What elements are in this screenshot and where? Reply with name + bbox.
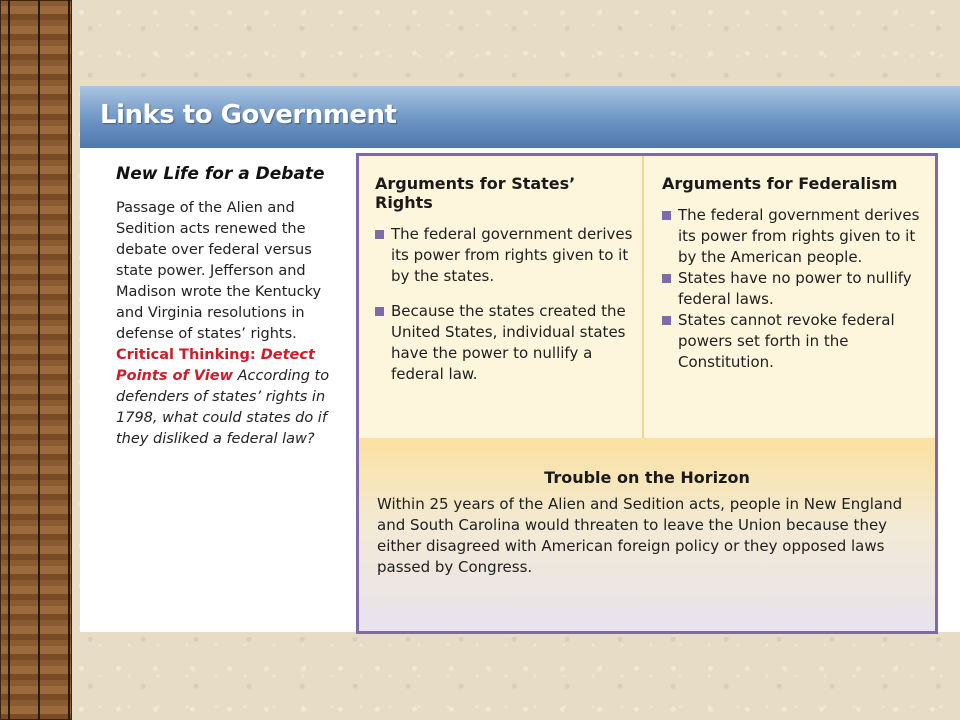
square-bullet-icon xyxy=(662,211,671,220)
skill-name: Detect Points of View xyxy=(116,347,315,384)
states-rights-heading: Arguments for States’ Rights xyxy=(375,174,576,212)
federalism-column xyxy=(642,156,935,438)
square-bullet-icon xyxy=(662,274,671,283)
square-bullet-icon xyxy=(662,316,671,325)
list-item xyxy=(662,205,927,268)
list-item xyxy=(375,301,634,385)
states-rights-column xyxy=(359,156,642,438)
strip-rail xyxy=(68,0,70,720)
trouble-heading: Trouble on the Horizon xyxy=(544,468,750,487)
strip-rail xyxy=(38,0,40,720)
banner-title: Links to Government xyxy=(100,100,397,130)
list-item-text: Because the states created the United States, individual states have the power to nullify a federal law. xyxy=(391,302,626,383)
list-item xyxy=(662,310,927,373)
sidebar-feature xyxy=(116,164,346,450)
section-banner xyxy=(80,86,960,148)
federalism-heading: Arguments for Federalism xyxy=(662,174,898,193)
list-item-text: States have no power to nullify federal laws. xyxy=(678,269,912,308)
sidebar-question: According to defenders of states’ rights in 1798, what could states do if they disliked a federal law? xyxy=(116,368,330,447)
sidebar-text xyxy=(116,198,346,450)
sidebar-body: Passage of the Alien and Sedition acts renewed the debate over federal versus state power. Jefferson and Madison wrote the Kentucky and Virginia resolutions in defense of states’ rights. xyxy=(116,200,322,342)
decorative-wood-strip xyxy=(0,0,72,720)
list-item-text: The federal government derives its power from rights given to it by the American people. xyxy=(678,206,920,266)
textbook-panel xyxy=(80,86,960,632)
sidebar-heading: New Life for a Debate xyxy=(116,164,325,184)
trouble-text: Within 25 years of the Alien and Sedition acts, people in New England and South Carolina would threaten to leave the Union because they either disagreed with American foreign policy or they opposed laws passed by Congress. xyxy=(377,495,903,576)
square-bullet-icon xyxy=(375,230,384,239)
critical-label: Critical Thinking: xyxy=(116,347,256,363)
list-item-text: The federal government derives its power from rights given to it by the states. xyxy=(391,225,633,285)
federalism-list xyxy=(662,205,927,373)
arguments-box xyxy=(356,153,938,634)
list-item xyxy=(662,268,927,310)
list-item xyxy=(375,224,634,287)
trouble-section xyxy=(359,438,935,631)
square-bullet-icon xyxy=(375,307,384,316)
states-rights-list xyxy=(375,224,634,385)
list-item-text: States cannot revoke federal powers set forth in the Constitution. xyxy=(678,311,895,371)
strip-rail xyxy=(8,0,10,720)
